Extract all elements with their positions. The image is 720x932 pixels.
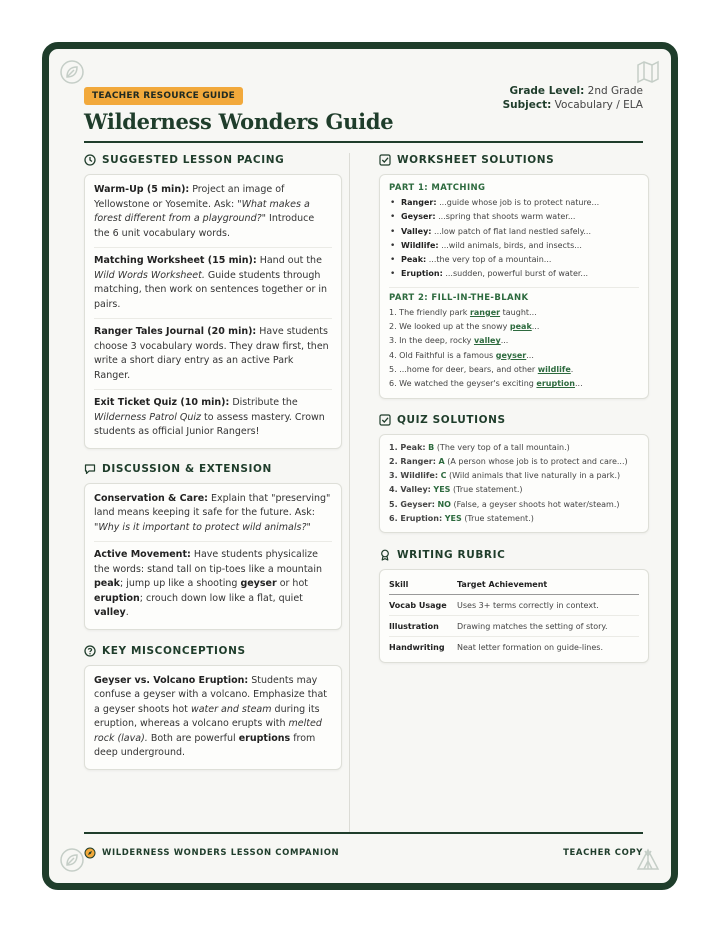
pacing-item <box>94 390 332 446</box>
leaf-icon <box>59 59 85 85</box>
discussion-heading-text: DISCUSSION & EXTENSION <box>102 462 272 475</box>
list-item <box>389 363 639 377</box>
quiz-answer: C <box>440 471 447 481</box>
fill-text: 3. In the deep, rocky <box>389 336 472 346</box>
fill-text: ... <box>526 350 534 360</box>
pacing-item-text: to assess mastery. Crown students as official Junior Rangers! <box>94 411 325 437</box>
discussion-item-text: or hot <box>279 578 308 589</box>
pacing-item-text: Guide students through matching, then work on sentences together or in pairs. <box>94 269 328 310</box>
vocab-word: eruptions <box>238 732 291 744</box>
fill-text: . <box>570 364 574 374</box>
fill-text: 4. Old Faithful is a famous <box>389 350 494 360</box>
list-item <box>389 469 639 483</box>
quiz-question: 6. Eruption: <box>389 514 443 524</box>
pacing-item <box>94 319 332 390</box>
pacing-item-label: Exit Ticket Quiz (10 min): <box>94 397 230 408</box>
table-row <box>389 616 639 637</box>
quiz-note: (Wild animals that live naturally in a park.) <box>448 471 621 481</box>
match-def: ...low patch of flat land nestled safely... <box>434 226 591 236</box>
rubric-card <box>379 569 649 663</box>
vocab-word: eruption <box>94 592 140 604</box>
list-item <box>389 320 639 334</box>
misconception-item <box>94 668 332 767</box>
pacing-item-text: Hand out the <box>259 255 322 266</box>
right-column <box>379 152 649 663</box>
match-def: ...wild animals, birds, and insects... <box>441 240 582 250</box>
list-item <box>389 196 639 210</box>
discussion-heading <box>84 461 342 477</box>
pacing-item-emphasis: "What makes a forest different from a playground?" <box>94 198 310 224</box>
fill-text: 5. ...home for deer, bears, and other <box>389 364 536 374</box>
pacing-item-emphasis: Wilderness Patrol Quiz <box>94 411 202 423</box>
footer-right-text: TEACHER COPY <box>563 848 643 858</box>
rubric-target: Drawing matches the setting of story. <box>457 621 608 631</box>
misconception-emphasis: melted rock (lava). <box>94 718 322 744</box>
quiz-note: (A person whose job is to protect and care...) <box>447 456 628 466</box>
list-item <box>389 455 639 469</box>
pacing-item-label: Matching Worksheet (15 min): <box>94 255 257 266</box>
rubric-heading <box>379 547 649 563</box>
compass-icon <box>84 847 96 859</box>
pacing-item-text: Project an image of Yellowstone or Yosemite. Ask: <box>94 184 285 210</box>
quiz-note: (False, a geyser shoots hot water/steam.) <box>453 499 620 509</box>
list-item <box>389 349 639 363</box>
pacing-heading <box>84 152 342 168</box>
rubric-heading-text: WRITING RUBRIC <box>397 549 506 562</box>
map-icon <box>635 59 661 85</box>
quiz-question: 3. Wildlife: <box>389 471 439 481</box>
fill-text: ... <box>574 379 583 389</box>
misconception-text: from deep underground. <box>94 732 316 758</box>
discussion-item-text: ; crouch down low like a flat, quiet <box>139 592 303 604</box>
fill-answer: geyser <box>495 350 527 360</box>
quiz-answer: NO <box>437 499 451 509</box>
list-item <box>389 253 639 267</box>
help-circle-icon <box>84 645 96 657</box>
footer-rule <box>84 832 643 834</box>
column-header: Target Achievement <box>457 579 548 589</box>
fill-text: ... <box>531 322 540 332</box>
match-def: ...spring that shoots warm water... <box>438 212 576 222</box>
pacing-item-emphasis: Wild Words Worksheet. <box>94 269 205 281</box>
fill-text: ... <box>500 336 509 346</box>
column-divider <box>349 153 350 833</box>
fill-text: 1. The friendly park <box>389 307 468 317</box>
column-header: Skill <box>389 579 409 589</box>
left-column <box>84 152 342 770</box>
list-item <box>389 512 639 526</box>
pacing-item-text: Distribute the <box>232 397 298 408</box>
list-item <box>389 334 639 348</box>
quiz-list <box>389 441 639 527</box>
match-term: Geyser: <box>401 212 436 222</box>
fill-text: taught... <box>502 307 537 317</box>
award-icon <box>379 549 391 561</box>
worksheet-card <box>379 174 649 399</box>
misconception-text: Both are powerful <box>150 732 236 744</box>
match-term: Ranger: <box>401 198 437 207</box>
match-def: ...guide whose job is to protect nature... <box>439 198 600 207</box>
clock-icon <box>84 154 96 166</box>
quiz-note: (True statement.) <box>464 514 534 524</box>
match-term: Valley: <box>401 226 432 236</box>
fill-answer: valley <box>473 336 501 346</box>
list-item <box>389 239 639 253</box>
rubric-skill: Handwriting <box>389 643 445 653</box>
pacing-item-text: Have students choose 3 vocabulary words. They draw first, then write a short diary entry as an active Park Ranger. <box>94 326 329 381</box>
discussion-item-text: ; jump up like a shooting <box>119 578 238 589</box>
part1-label: PART 1: MATCHING <box>389 183 486 193</box>
misconceptions-heading <box>84 643 342 659</box>
vocab-word: peak <box>94 578 120 589</box>
checkbox-icon <box>379 154 391 166</box>
match-def: ...sudden, powerful burst of water... <box>445 269 589 279</box>
misconception-text: during its eruption, whereas a volcano erupts with <box>94 703 320 729</box>
rubric-skill: Illustration <box>389 621 439 631</box>
quiz-answer: B <box>428 442 435 452</box>
quiz-answer: A <box>438 456 445 466</box>
footer-left-text: WILDERNESS WONDERS LESSON COMPANION <box>102 848 340 858</box>
page-title: Wilderness Wonders Guide <box>84 109 394 134</box>
quiz-question: 2. Ranger: <box>389 456 436 466</box>
quiz-answer: YES <box>433 485 451 495</box>
rubric-target: Uses 3+ terms correctly in context. <box>457 600 599 610</box>
rubric-skill: Vocab Usage <box>389 600 447 610</box>
quiz-note: (The very top of a tall mountain.) <box>436 442 570 452</box>
misconception-label: Geyser vs. Volcano Eruption: <box>94 674 249 686</box>
fill-answer: ranger <box>469 307 501 317</box>
quiz-question: 1. Peak: <box>389 442 426 452</box>
discussion-card <box>84 483 342 630</box>
fill-answer: peak <box>509 322 532 332</box>
vocab-word: valley <box>94 607 126 618</box>
quiz-note: (True statement.) <box>453 485 523 495</box>
quiz-answer: YES <box>444 514 462 524</box>
pacing-item <box>94 177 332 248</box>
list-item <box>389 377 639 391</box>
pacing-card <box>84 174 342 449</box>
table-header <box>389 574 639 595</box>
fill-text: 6. We watched the geyser's exciting <box>389 379 534 389</box>
discussion-item <box>94 542 332 627</box>
misconception-emphasis: water and steam <box>190 703 272 715</box>
chat-icon <box>84 463 96 475</box>
match-term: Wildlife: <box>401 240 439 250</box>
subject-value: Vocabulary / ELA <box>554 99 643 111</box>
worksheet-heading <box>379 152 649 168</box>
quiz-heading-text: QUIZ SOLUTIONS <box>397 413 506 426</box>
grade-label: Grade Level: <box>509 85 585 97</box>
discussion-item-emphasis: "Why is it important to protect wild animals?" <box>94 521 311 533</box>
quiz-heading <box>379 412 649 428</box>
vocab-word: geyser <box>240 578 277 589</box>
rubric-target: Neat letter formation on guide-lines. <box>457 643 603 653</box>
table-row <box>389 595 639 616</box>
worksheet-heading-text: WORKSHEET SOLUTIONS <box>397 154 555 166</box>
page-footer <box>84 847 643 859</box>
fill-text: 2. We looked up at the snowy <box>389 322 508 332</box>
list-item <box>389 225 639 239</box>
list-item <box>389 267 639 281</box>
fill-answer: eruption <box>536 379 575 389</box>
discussion-item-text: Have students physicalize the words: stand tall on tip-toes like a mountain <box>94 549 323 575</box>
pacing-item-label: Ranger Tales Journal (20 min): <box>94 326 257 337</box>
matching-list <box>389 196 639 282</box>
part2-label: PART 2: FILL-IN-THE-BLANK <box>389 292 529 303</box>
pacing-item-label: Warm-Up (5 min): <box>94 184 190 195</box>
pacing-heading-text: SUGGESTED LESSON PACING <box>102 154 285 166</box>
table-row <box>389 637 639 658</box>
list-item <box>389 483 639 497</box>
match-term: Eruption: <box>401 269 443 279</box>
page-frame <box>42 42 678 890</box>
header-rule <box>84 141 643 143</box>
quiz-question: 5. Geyser: <box>389 499 435 509</box>
fill-answer: wildlife <box>537 364 571 374</box>
resource-badge: TEACHER RESOURCE GUIDE <box>84 87 243 105</box>
discussion-item-text: Explain that "preserving" land means keeping it safe for the future. Ask: <box>94 492 331 518</box>
checkbox-icon <box>379 414 391 426</box>
quiz-card <box>379 434 649 534</box>
page-meta <box>503 84 643 112</box>
misconceptions-heading-text: KEY MISCONCEPTIONS <box>102 644 246 657</box>
pacing-item <box>94 248 332 319</box>
grade-value: 2nd Grade <box>587 85 643 97</box>
subject-label: Subject: <box>502 99 552 111</box>
list-item <box>389 306 639 320</box>
misconception-text: Students may confuse a geyser with a volcano. Emphasize that a geyser shoots hot <box>94 674 327 715</box>
leaf-icon <box>59 847 85 873</box>
fill-list <box>389 306 639 392</box>
quiz-question: 4. Valley: <box>389 485 431 495</box>
discussion-item <box>94 486 332 543</box>
discussion-item-text: . <box>125 607 129 618</box>
match-def: ...the very top of a mountain... <box>428 255 552 265</box>
discussion-item-label: Conservation & Care: <box>94 492 208 504</box>
list-item <box>389 498 639 512</box>
pacing-item-text: Introduce the 6 unit vocabulary words. <box>94 213 315 239</box>
divider <box>389 287 639 288</box>
list-item <box>389 441 639 455</box>
misconceptions-card <box>84 665 342 770</box>
list-item <box>389 210 639 224</box>
match-term: Peak: <box>401 255 427 265</box>
discussion-item-label: Active Movement: <box>94 549 191 560</box>
